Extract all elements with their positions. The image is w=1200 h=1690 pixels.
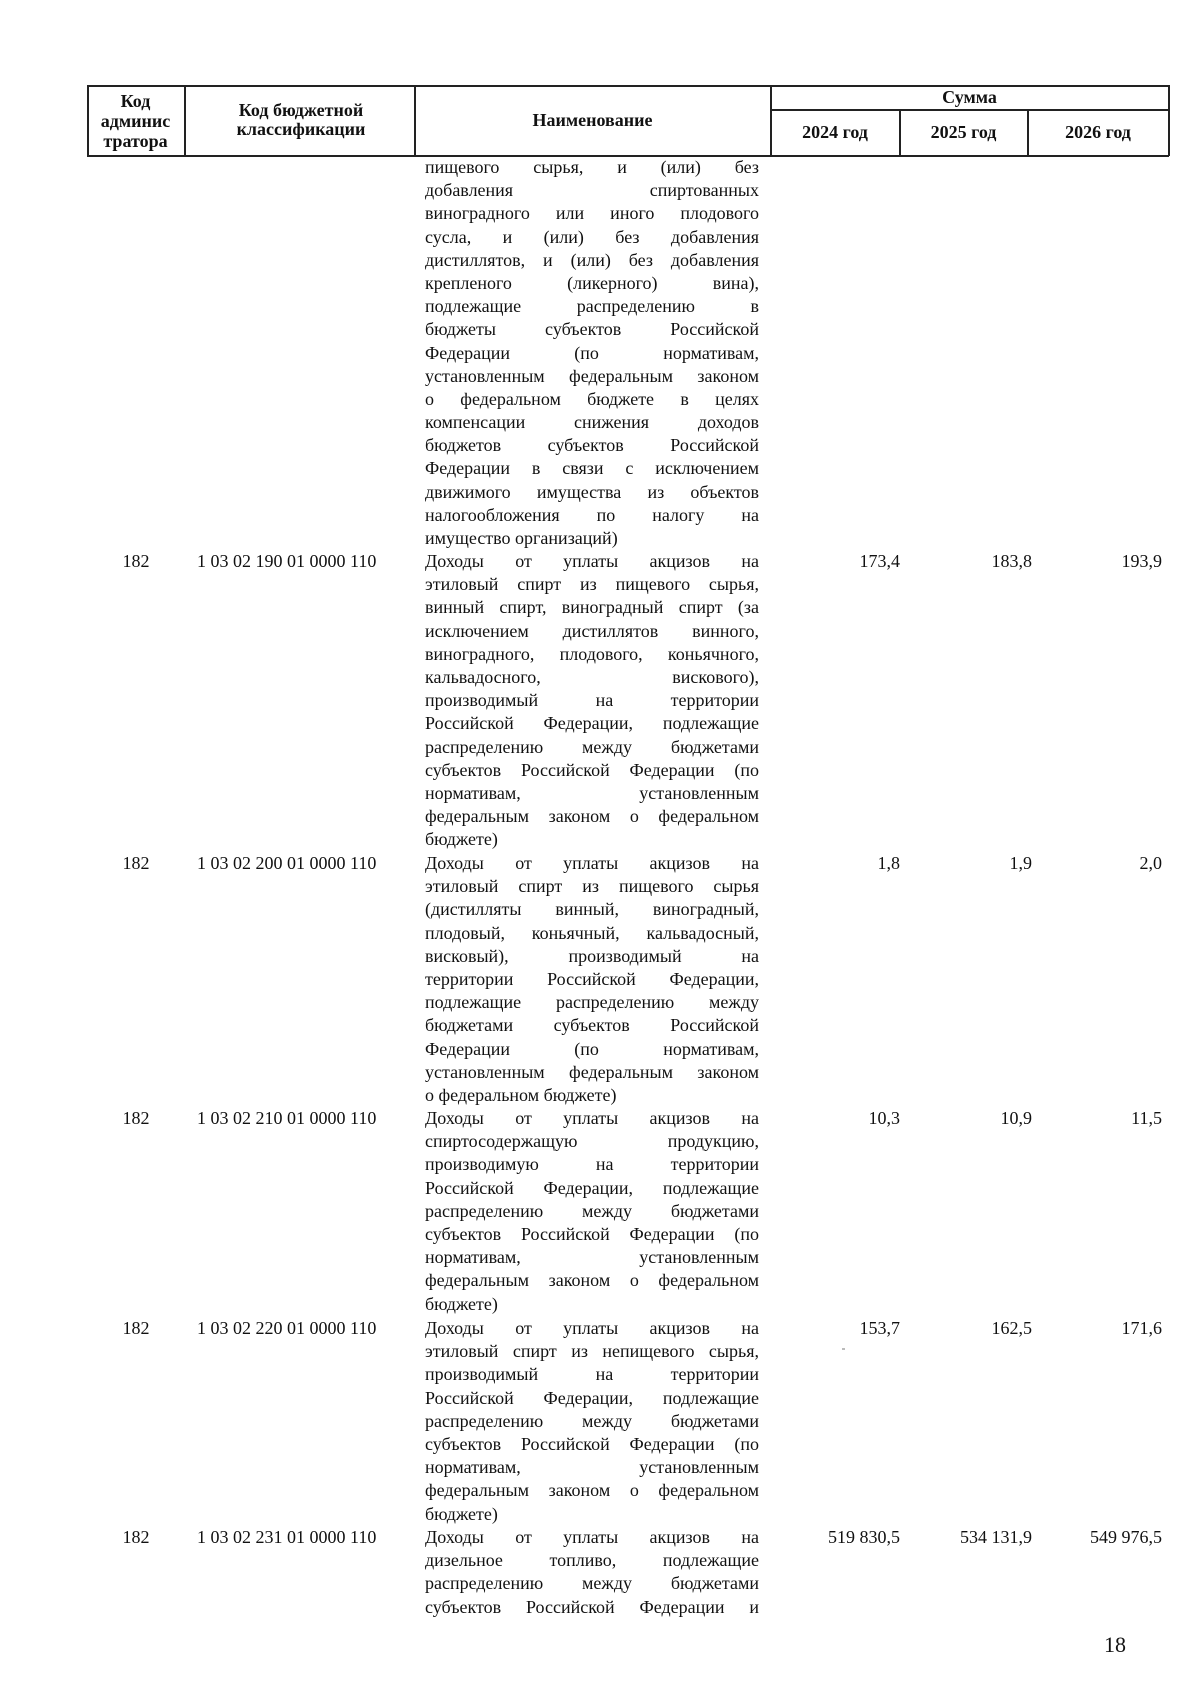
row-admin-code: 182 [122, 1318, 150, 1338]
row-name: Доходы от уплаты акцизов на спиртосодержащую продукцию, производимую на территории Российской Федерации, подлежащие распределению между бюджетами субъектов Российской Федерации (по нормативам, установленным федеральным законом о федеральном бюджете) [425, 1108, 759, 1314]
row-value-2025: 534 131,9 [960, 1527, 1032, 1547]
row-value-2025: 162,5 [991, 1318, 1032, 1338]
row-value-2024: 1,8 [877, 853, 900, 873]
row-kbk-code: 1 03 02 220 01 0000 110 [197, 1318, 377, 1338]
row-value-2025: 183,8 [991, 551, 1032, 571]
row-admin-code: 182 [122, 1108, 150, 1128]
row-value-2026: 2,0 [1139, 853, 1162, 873]
row-name: Доходы от уплаты акцизов на этиловый спирт из пищевого сырья (дистилляты винный, виноградный, плодовый, коньячный, кальвадосный, висковый), производимый на территории Российской Федерации, подлежащие распределению между бюджетами субъектов Российской Федерации (по нормативам, установленным федеральным законом о федеральном бюджете) [425, 853, 759, 1105]
header-admin-code: Код админис тратора [100, 91, 171, 151]
row-name: пищевого сырья, и (или) без добавления спиртованных виноградного или иного плодового сусла, и (или) без добавления дистиллятов, и (или) без добавления крепленого (ликерного) вина), подлежащие распределению в бюджеты субъектов Российской Федерации (по нормативам, установленным федеральным законом о федеральном бюджете в целях компенсации снижения доходов бюджетов субъектов Российской Федерации в связи с исключением движимого имущества из объектов налогообложения по налогу на имущество организаций) [425, 157, 759, 548]
row-value-2024: 173,4 [859, 551, 900, 571]
row-value-2026: 11,5 [1131, 1108, 1162, 1128]
row-value-2025: 10,9 [1000, 1108, 1032, 1128]
row-admin-code: 182 [122, 1527, 150, 1547]
row-kbk-code: 1 03 02 231 01 0000 110 [197, 1527, 377, 1547]
header-year-2024: 2024 год [802, 122, 868, 142]
scan-speck [842, 1348, 845, 1350]
table-header [87, 85, 1169, 156]
row-kbk-code: 1 03 02 210 01 0000 110 [197, 1108, 377, 1128]
row-name: Доходы от уплаты акцизов на этиловый спирт из непищевого сырья, производимый на территории Российской Федерации, подлежащие распределению между бюджетами субъектов Российской Федерации (по нормативам, установленным федеральным законом о федеральном бюджете) [425, 1318, 759, 1524]
header-year-2026: 2026 год [1065, 122, 1131, 142]
row-value-2026: 171,6 [1121, 1318, 1162, 1338]
row-value-2025: 1,9 [1009, 853, 1032, 873]
row-value-2026: 549 976,5 [1090, 1527, 1162, 1547]
row-kbk-code: 1 03 02 200 01 0000 110 [197, 853, 377, 873]
header-kbk: Код бюджетной классификации [236, 100, 366, 139]
header-name: Наименование [532, 110, 653, 130]
row-value-2024: 519 830,5 [828, 1527, 900, 1547]
row-value-2024: 153,7 [859, 1318, 900, 1338]
row-kbk-code: 1 03 02 190 01 0000 110 [197, 551, 377, 571]
row-admin-code: 182 [122, 853, 150, 873]
header-sum: Сумма [942, 86, 997, 107]
row-name: Доходы от уплаты акцизов на этиловый спирт из пищевого сырья, винный спирт, виноградный спирт (за исключением дистиллятов винного, виноградного, плодового, коньячного, кальвадосного, вискового), производимый на территории Российской Федерации, подлежащие распределению между бюджетами субъектов Российской Федерации (по нормативам, установленным федеральным законом о федеральном бюджете) [425, 551, 759, 850]
row-admin-code: 182 [122, 551, 150, 571]
row-value-2024: 10,3 [868, 1108, 900, 1128]
header-year-2025: 2025 год [930, 122, 997, 142]
page-number: 18 [1104, 1632, 1126, 1657]
row-value-2026: 193,9 [1121, 551, 1162, 571]
row-name: Доходы от уплаты акцизов на дизельное топливо, подлежащие распределению между бюджетами субъектов Российской Федерации и [425, 1527, 759, 1617]
